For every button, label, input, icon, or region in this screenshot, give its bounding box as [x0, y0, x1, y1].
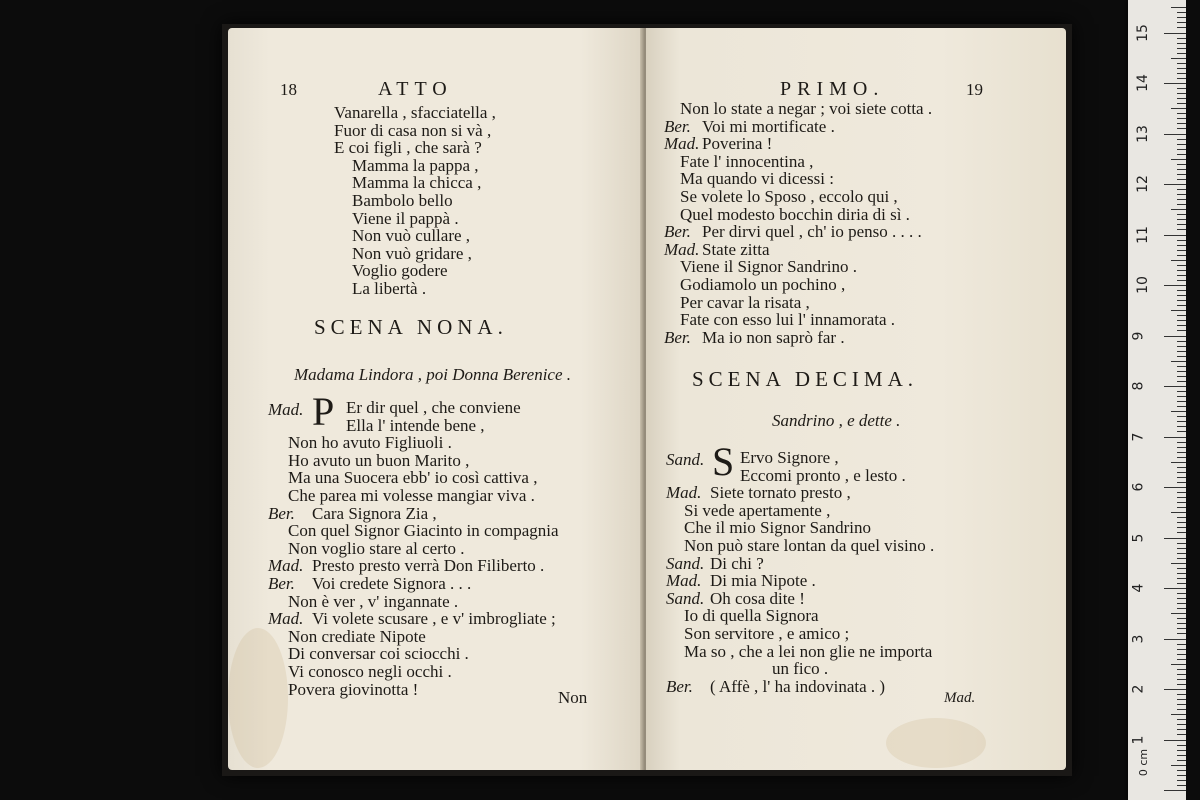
ruler-tick [1177, 295, 1186, 296]
ruler-tick [1177, 775, 1186, 776]
ruler-tick [1177, 644, 1186, 645]
speaker-label: Ber. [666, 676, 693, 696]
scene-characters: Madama Lindora , poi Donna Berenice . [294, 365, 572, 384]
ruler-tick [1177, 770, 1186, 771]
ruler-tick [1164, 588, 1186, 589]
verse-line: E coi figli , che sarà ? [334, 138, 482, 158]
ruler-tick [1177, 391, 1186, 392]
dialogue-line: Ella l' intende bene , [346, 415, 485, 435]
page-number: 19 [966, 80, 983, 99]
ruler-tick [1177, 780, 1186, 781]
ruler-tick [1177, 583, 1186, 584]
ruler-tick [1177, 785, 1186, 786]
ruler-tick [1177, 492, 1186, 493]
ruler-tick [1177, 275, 1186, 276]
ruler-tick [1177, 280, 1186, 281]
speaker-label: Mad. [268, 609, 304, 629]
dialogue-line: Ervo Signore , [740, 448, 839, 467]
catchword: Mad. [944, 690, 976, 706]
ruler-tick [1177, 366, 1186, 367]
speaker-label: Ber. [664, 327, 691, 347]
dialogue-line: Voi credete Signora . . . [312, 574, 472, 593]
ruler-tick [1177, 290, 1186, 291]
ruler-number: 3 [1130, 634, 1147, 643]
ruler-tick [1177, 43, 1186, 44]
ruler-tick [1177, 729, 1186, 730]
ruler-tick [1177, 38, 1186, 39]
ruler-number: 15 [1134, 23, 1151, 42]
speaker-label: Mad. [268, 400, 304, 419]
ruler-tick [1171, 209, 1186, 210]
ruler-tick [1177, 219, 1186, 220]
scene-characters: Sandrino , e dette . [772, 411, 901, 430]
ruler-tick [1177, 63, 1186, 64]
dialogue-line: Godiamolo un pochino , [680, 275, 846, 294]
ruler-number: 10 [1134, 276, 1151, 294]
speaker-label: Mad. [664, 134, 700, 154]
ruler-tick [1177, 240, 1186, 241]
ruler-tick [1177, 204, 1186, 205]
ruler-tick [1164, 437, 1186, 438]
ruler-tick [1177, 169, 1186, 170]
dialogue-line: Presto presto verrà Don Filiberto . [312, 556, 545, 576]
dialogue-line: Fate l' innocentina , [680, 151, 814, 171]
ruler-number: 9 [1130, 331, 1147, 340]
ruler-number: 7 [1130, 432, 1147, 441]
ruler-tick [1177, 568, 1186, 569]
dialogue-line: Non può stare lontan da quel visino . [684, 536, 935, 555]
ruler-tick [1171, 714, 1186, 715]
dialogue-line: ( Affè , l' ha indovinata . ) [710, 676, 886, 696]
ruler-tick [1177, 300, 1186, 301]
dialogue-line: Fate con esso lui l' innamorata . [680, 310, 896, 330]
ruler-tick [1171, 512, 1186, 513]
ruler-tick [1171, 765, 1186, 766]
dialogue-line: Io di quella Signora [684, 606, 819, 626]
ruler-tick [1177, 669, 1186, 670]
dialogue-line: Si vede apertamente , [684, 500, 831, 520]
ruler-tick [1177, 598, 1186, 599]
ruler-tick [1177, 694, 1186, 695]
dialogue-line: Per dirvi quel , ch' io penso . . . . [702, 222, 922, 242]
ruler-tick [1164, 235, 1186, 236]
ruler-tick [1177, 755, 1186, 756]
ruler-tick [1164, 336, 1186, 337]
speaker-label: Sand. [666, 553, 705, 573]
verse-line: Viene il pappà . [352, 208, 459, 228]
drop-cap: S [712, 439, 735, 484]
ruler-tick [1177, 593, 1186, 594]
dialogue-line: Vi conosco negli occhi . [288, 662, 452, 681]
dialogue-line: Con quel Signor Giacinto in compagnia [288, 521, 559, 541]
right-page [646, 28, 1066, 770]
ruler-tick [1177, 17, 1186, 18]
ruler-tick [1177, 724, 1186, 725]
dialogue-line: Che parea mi volesse mangiar viva . [288, 486, 535, 505]
ruler-tick [1177, 659, 1186, 660]
dialogue-line: Ma quando vi dicessi : [680, 169, 834, 189]
ruler-tick [1177, 376, 1186, 377]
dialogue-line: Quel modesto bocchin diria di sì . [680, 204, 910, 224]
ruler-tick [1177, 709, 1186, 710]
ruler-tick [1177, 68, 1186, 69]
dialogue-line: Che il mio Signor Sandrino [684, 518, 871, 538]
ruler-tick [1177, 517, 1186, 518]
ruler-tick [1177, 558, 1186, 559]
ruler-tick [1177, 371, 1186, 372]
ruler-tick [1177, 78, 1186, 79]
ruler-tick [1177, 53, 1186, 54]
ruler-tick [1171, 159, 1186, 160]
ruler-tick [1177, 548, 1186, 549]
verse-line: Voglio godere [352, 261, 448, 281]
ruler-tick [1177, 356, 1186, 357]
scene-title: SCENA DECIMA. [692, 367, 919, 391]
ruler-tick [1164, 689, 1186, 690]
dialogue-line: Vi volete scusare , e v' imbrogliate ; [312, 609, 556, 629]
catchword: Non [558, 688, 588, 707]
ruler-tick [1177, 305, 1186, 306]
paper-stain [886, 718, 986, 768]
ruler-tick [1177, 421, 1186, 422]
running-head: ATTO [378, 78, 453, 100]
dialogue-line: Eccomi pronto , e lesto . [740, 465, 906, 485]
ruler-tick [1177, 189, 1186, 190]
ruler-tick [1171, 613, 1186, 614]
ruler-number: 1 [1130, 735, 1147, 744]
speaker-label: Mad. [268, 556, 304, 576]
ruler-number: 14 [1134, 74, 1151, 92]
ruler-tick [1177, 457, 1186, 458]
ruler-tick [1171, 411, 1186, 412]
dialogue-line: Ma una Suocera ebb' io così cattiva , [288, 468, 538, 488]
dialogue-line: Per cavar la risata , [680, 292, 810, 312]
ruler-tick [1177, 224, 1186, 225]
ruler-tick [1177, 679, 1186, 680]
ruler-tick [1177, 330, 1186, 331]
ruler-tick [1177, 633, 1186, 634]
ruler-tick [1177, 719, 1186, 720]
ruler-tick [1177, 144, 1186, 145]
ruler-tick [1177, 128, 1186, 129]
ruler-tick [1177, 442, 1186, 443]
ruler-tick [1177, 346, 1186, 347]
ruler-tick [1177, 532, 1186, 533]
dialogue-line: Cara Signora Zia , [312, 503, 437, 523]
ruler-tick [1177, 320, 1186, 321]
ruler-tick [1164, 134, 1186, 135]
ruler-tick [1164, 487, 1186, 488]
ruler-tick [1177, 270, 1186, 271]
verse-line: Bambolo bello [352, 191, 453, 210]
ruler-tick [1177, 750, 1186, 751]
ruler-tick [1177, 452, 1186, 453]
ruler-tick [1177, 118, 1186, 119]
dialogue-line: Ma so , che a lei non glie ne importa [684, 641, 933, 661]
ruler-tick [1171, 260, 1186, 261]
verse-line: Mamma la pappa , [352, 155, 479, 175]
ruler-tick [1177, 502, 1186, 503]
ruler-tick [1177, 315, 1186, 316]
ruler-tick [1177, 27, 1186, 28]
ruler-tick [1164, 33, 1186, 34]
dialogue-line: Non crediate Nipote [288, 626, 426, 646]
ruler-tick [1177, 48, 1186, 49]
ruler-tick [1177, 553, 1186, 554]
dialogue-line: Di conversar coi sciocchi . [288, 644, 469, 664]
ruler-tick [1177, 88, 1186, 89]
dialogue-line: Se volete lo Sposo , eccolo qui , [680, 187, 898, 206]
dialogue-line: Voi mi mortificate . [702, 116, 835, 136]
ruler-tick [1177, 497, 1186, 498]
ruler-number: 11 [1134, 225, 1151, 244]
verse-line: Vanarella , sfacciatella , [334, 103, 496, 122]
ruler-tick [1177, 396, 1186, 397]
dialogue-line: Poverina ! [702, 134, 773, 154]
ruler-tick [1177, 381, 1186, 382]
ruler-tick [1171, 563, 1186, 564]
ruler-tick [1171, 361, 1186, 362]
verse-line: Non vuò cullare , [352, 226, 471, 246]
ruler-tick [1171, 7, 1186, 8]
ruler-tick [1177, 527, 1186, 528]
ruler-tick [1177, 608, 1186, 609]
dialogue-line: Ho avuto un buon Marito , [288, 450, 470, 470]
ruler-tick [1177, 113, 1186, 114]
ruler-tick [1177, 139, 1186, 140]
ruler-tick [1164, 285, 1186, 286]
dialogue-line: Non voglio stare al certo . [288, 538, 465, 558]
dialogue-line: Ma io non saprò far . [702, 327, 845, 347]
ruler-tick [1177, 98, 1186, 99]
ruler-tick [1177, 123, 1186, 124]
ruler-tick [1177, 734, 1186, 735]
ruler-tick [1177, 351, 1186, 352]
ruler-tick [1177, 406, 1186, 407]
ruler-tick [1177, 674, 1186, 675]
dialogue-line: Di chi ? [710, 553, 764, 573]
ruler-tick [1177, 416, 1186, 417]
ruler-tick [1177, 149, 1186, 150]
dialogue-line: State zitta [702, 239, 770, 259]
ruler-number: 5 [1130, 533, 1147, 542]
dialogue-line: Viene il Signor Sandrino . [680, 257, 857, 277]
dialogue-line: un fico . [772, 659, 829, 679]
speaker-label: Ber. [268, 503, 295, 523]
ruler-tick [1177, 179, 1186, 180]
dialogue-line: Son servitore , e amico ; [684, 624, 850, 643]
verse-line: Mamma la chicca , [352, 173, 482, 193]
ruler-tick [1177, 401, 1186, 402]
ruler-tick [1177, 623, 1186, 624]
ruler-tick [1177, 482, 1186, 483]
ruler-tick [1177, 229, 1186, 230]
ruler-tick [1177, 12, 1186, 13]
ruler-tick [1164, 184, 1186, 185]
ruler-number: 13 [1134, 124, 1151, 143]
ruler-number: 4 [1130, 583, 1147, 593]
speaker-label: Mad. [664, 239, 700, 259]
ruler-tick [1177, 199, 1186, 200]
ruler-tick [1177, 628, 1186, 629]
left-page [228, 28, 643, 770]
scene-title: SCENA NONA. [314, 315, 508, 339]
ruler-tick [1177, 578, 1186, 579]
dialogue-line: Non lo state a negar ; voi siete cotta . [680, 99, 933, 118]
ruler-tick [1164, 790, 1186, 791]
ruler-tick [1177, 325, 1186, 326]
ruler-tick [1171, 58, 1186, 59]
ruler-tick [1177, 341, 1186, 342]
ruler-tick [1177, 255, 1186, 256]
ruler-number: 2 [1130, 684, 1147, 694]
ruler-tick [1164, 83, 1186, 84]
speaker-label: Mad. [666, 483, 702, 503]
page-number: 18 [280, 80, 297, 99]
ruler-number: 6 [1130, 482, 1147, 492]
ruler-tick [1171, 108, 1186, 109]
ruler-tick [1177, 684, 1186, 685]
dialogue-line: Non è ver , v' ingannate . [288, 591, 459, 611]
ruler-tick [1177, 164, 1186, 165]
ruler-tick [1164, 386, 1186, 387]
ruler-tick [1177, 250, 1186, 251]
ruler-tick [1177, 649, 1186, 650]
verse-line: La libertà . [352, 279, 427, 298]
ruler-number: 12 [1134, 175, 1151, 193]
dialogue-line: Siete tornato presto , [710, 483, 851, 503]
ruler-tick [1171, 664, 1186, 665]
ruler-tick [1164, 740, 1186, 741]
speaker-label: Ber. [664, 116, 691, 136]
ruler-number: 8 [1130, 381, 1147, 391]
drop-cap: P [312, 389, 335, 434]
ruler-tick [1177, 704, 1186, 705]
dialogue-line: Di mia Nipote . [710, 571, 816, 591]
ruler-tick [1177, 699, 1186, 700]
ruler-tick [1177, 760, 1186, 761]
ruler-tick [1177, 447, 1186, 448]
ruler-tick [1177, 603, 1186, 604]
ruler-tick [1177, 618, 1186, 619]
verse-line: Fuor di casa non si và , [334, 120, 492, 140]
ruler-tick [1171, 310, 1186, 311]
ruler-tick [1177, 426, 1186, 427]
ruler-tick [1177, 245, 1186, 246]
ruler-tick [1177, 214, 1186, 215]
ruler-tick [1177, 431, 1186, 432]
dialogue-line: Oh cosa dite ! [710, 588, 805, 608]
ruler-tick [1177, 22, 1186, 23]
ruler-tick [1164, 538, 1186, 539]
ruler-tick [1177, 467, 1186, 468]
speaker-label: Mad. [666, 571, 702, 591]
ruler-tick [1177, 265, 1186, 266]
ruler-tick [1177, 477, 1186, 478]
ruler-tick [1171, 462, 1186, 463]
ruler-tick [1177, 194, 1186, 195]
ruler-tick [1177, 543, 1186, 544]
ruler-tick [1177, 745, 1186, 746]
ruler-tick [1177, 654, 1186, 655]
ruler-tick [1177, 507, 1186, 508]
dialogue-line: Er dir quel , che conviene [346, 398, 521, 417]
ruler-unit-label: 0 cm [1137, 748, 1151, 777]
ruler-tick [1177, 154, 1186, 155]
dialogue-line: Non ho avuto Figliuoli . [288, 433, 452, 453]
running-head: PRIMO. [780, 78, 885, 100]
ruler-tick [1177, 73, 1186, 74]
speaker-label: Sand. [666, 450, 705, 469]
ruler-tick [1177, 93, 1186, 94]
measurement-ruler [1128, 0, 1186, 800]
ruler-tick [1177, 522, 1186, 523]
speaker-label: Ber. [268, 574, 295, 593]
ruler-tick [1177, 103, 1186, 104]
verse-line: Non vuò gridare , [352, 243, 472, 263]
speaker-label: Ber. [664, 222, 691, 242]
ruler-tick [1177, 573, 1186, 574]
ruler-tick [1164, 639, 1186, 640]
ruler-tick [1177, 472, 1186, 473]
ruler-tick [1177, 174, 1186, 175]
dialogue-line: Povera giovinotta ! [288, 679, 419, 699]
paper-stain [228, 628, 288, 768]
speaker-label: Sand. [666, 588, 705, 608]
